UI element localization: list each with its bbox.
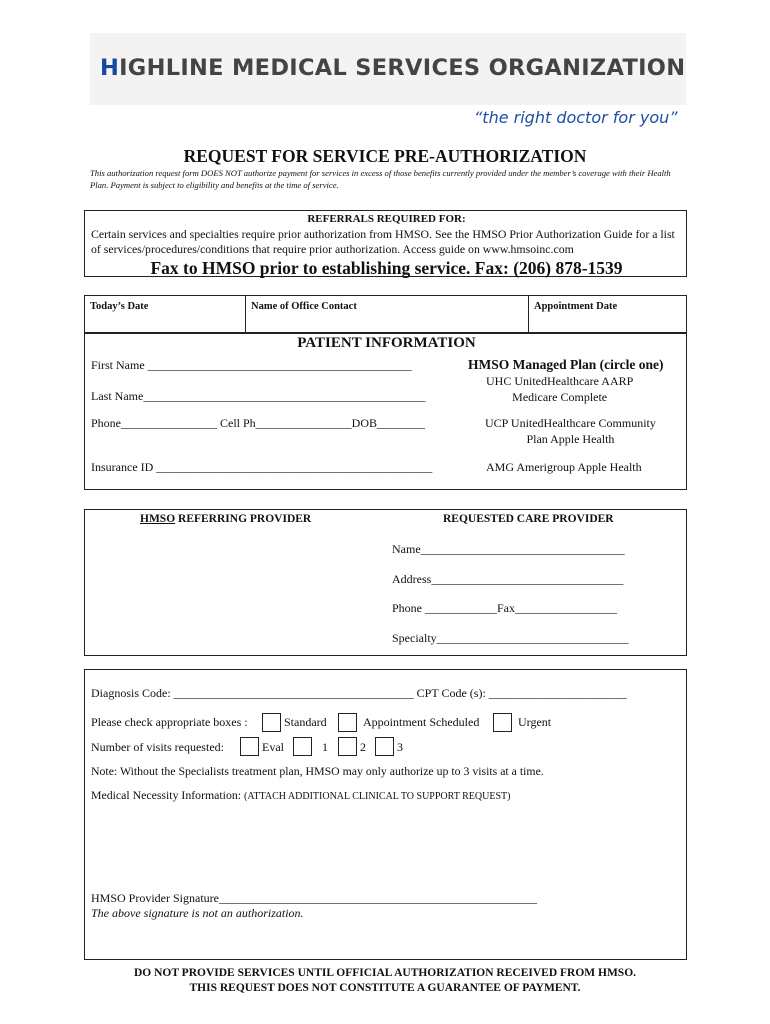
urgent-label: Urgent — [518, 715, 552, 729]
date-row — [84, 295, 687, 333]
three-visits-checkbox[interactable] — [375, 737, 394, 756]
last-name-field[interactable]: Last Name_______________________________________________ — [91, 389, 426, 403]
referrals-title: REFERRALS REQUIRED FOR: — [307, 213, 466, 225]
todays-date-field[interactable]: Today’s Date — [90, 301, 149, 312]
care-request-box — [84, 669, 687, 960]
plan-option-uhc[interactable]: UHC UnitedHealthcare AARP Medicare Complete — [486, 374, 634, 404]
provider-name-field[interactable]: Name__________________________________ — [392, 542, 625, 556]
standard-checkbox[interactable] — [262, 713, 281, 732]
referrals-body: Certain services and specialties require prior authorization from HMSO. See the HMSO Prior Authorization Guide for a list of services/procedures/conditions that require prior authorization. Access guide on www.hmsoinc.com — [91, 227, 675, 256]
requested-provider-title: REQUESTED CARE PROVIDER — [443, 513, 614, 525]
eval-checkbox[interactable] — [240, 737, 259, 756]
signature-note: The above signature is not an authorization. — [91, 906, 304, 920]
eval-label: Eval — [262, 740, 284, 754]
diagnosis-cpt-field[interactable]: Diagnosis Code: ________________________________________ CPT Code (s): _______________________ — [91, 686, 627, 700]
disclaimer: This authorization request form DOES NOT authorize payment for services in excess of those benefits currently provided under the member’s coverage with their Health Plan. Payment is subject to eligibility and benefits at the time of service. — [90, 168, 671, 190]
plan-title: HMSO Managed Plan (circle one) — [468, 357, 664, 372]
patient-info-box — [84, 333, 687, 490]
plan-option-amg[interactable]: AMG Amerigroup Apple Health — [486, 460, 642, 474]
provider-phone-fax-field[interactable]: Phone ____________Fax_________________ — [392, 601, 617, 615]
two-visits-label: 2 — [360, 740, 366, 754]
referring-provider-title: HMSO REFERRING PROVIDER — [140, 513, 312, 525]
appointment-date-field[interactable]: Appointment Date — [534, 301, 618, 312]
appointment-scheduled-checkbox[interactable] — [338, 713, 357, 732]
provider-specialty-field[interactable]: Specialty________________________________ — [392, 631, 629, 645]
tagline: “the right doctor for you” — [474, 108, 678, 127]
one-visit-label: 1 — [322, 740, 328, 754]
phone-dob-field[interactable]: Phone________________ Cell Ph________________DOB________ — [91, 416, 426, 430]
appointment-scheduled-label: Appointment Scheduled — [363, 715, 480, 729]
fax-line: Fax to HMSO prior to establishing service. Fax: (206) 878-1539 — [150, 258, 623, 278]
provider-address-field[interactable]: Address________________________________ — [392, 572, 624, 586]
standard-label: Standard — [284, 715, 327, 729]
patient-info-title: PATIENT INFORMATION — [297, 335, 476, 351]
visits-label: Number of visits requested: — [91, 740, 224, 754]
footer-notice: DO NOT PROVIDE SERVICES UNTIL OFFICIAL AUTHORIZATION RECEIVED FROM HMSO. THIS REQUEST DOES NOT CONSTITUTE A GUARANTEE OF PAYMENT. — [133, 967, 637, 994]
three-visits-label: 3 — [397, 740, 403, 754]
organization-logo: HIGHLINE MEDICAL SERVICES ORGANIZATION — [100, 55, 686, 81]
insurance-id-field[interactable]: Insurance ID ______________________________________________ — [91, 460, 433, 474]
one-visit-checkbox[interactable] — [293, 737, 312, 756]
medical-necessity-label[interactable]: Medical Necessity Information: (ATTACH ADDITIONAL CLINICAL TO SUPPORT REQUEST) — [91, 788, 511, 802]
office-contact-field[interactable]: Name of Office Contact — [251, 301, 357, 312]
referrals-box — [84, 210, 687, 277]
urgent-checkbox[interactable] — [493, 713, 512, 732]
provider-signature-field[interactable]: HMSO Provider Signature_____________________________________________________ — [91, 891, 537, 905]
provider-box — [84, 509, 687, 656]
visits-note: Note: Without the Specialists treatment plan, HMSO may only authorize up to 3 visits at a time. — [91, 764, 544, 778]
first-name-field[interactable]: First Name ____________________________________________ — [91, 358, 412, 372]
two-visits-checkbox[interactable] — [338, 737, 357, 756]
check-boxes-label: Please check appropriate boxes : — [91, 715, 248, 729]
plan-option-ucp[interactable]: UCP UnitedHealthcare Community Plan Apple Health — [485, 416, 656, 446]
page-title: REQUEST FOR SERVICE PRE-AUTHORIZATION — [183, 146, 587, 166]
